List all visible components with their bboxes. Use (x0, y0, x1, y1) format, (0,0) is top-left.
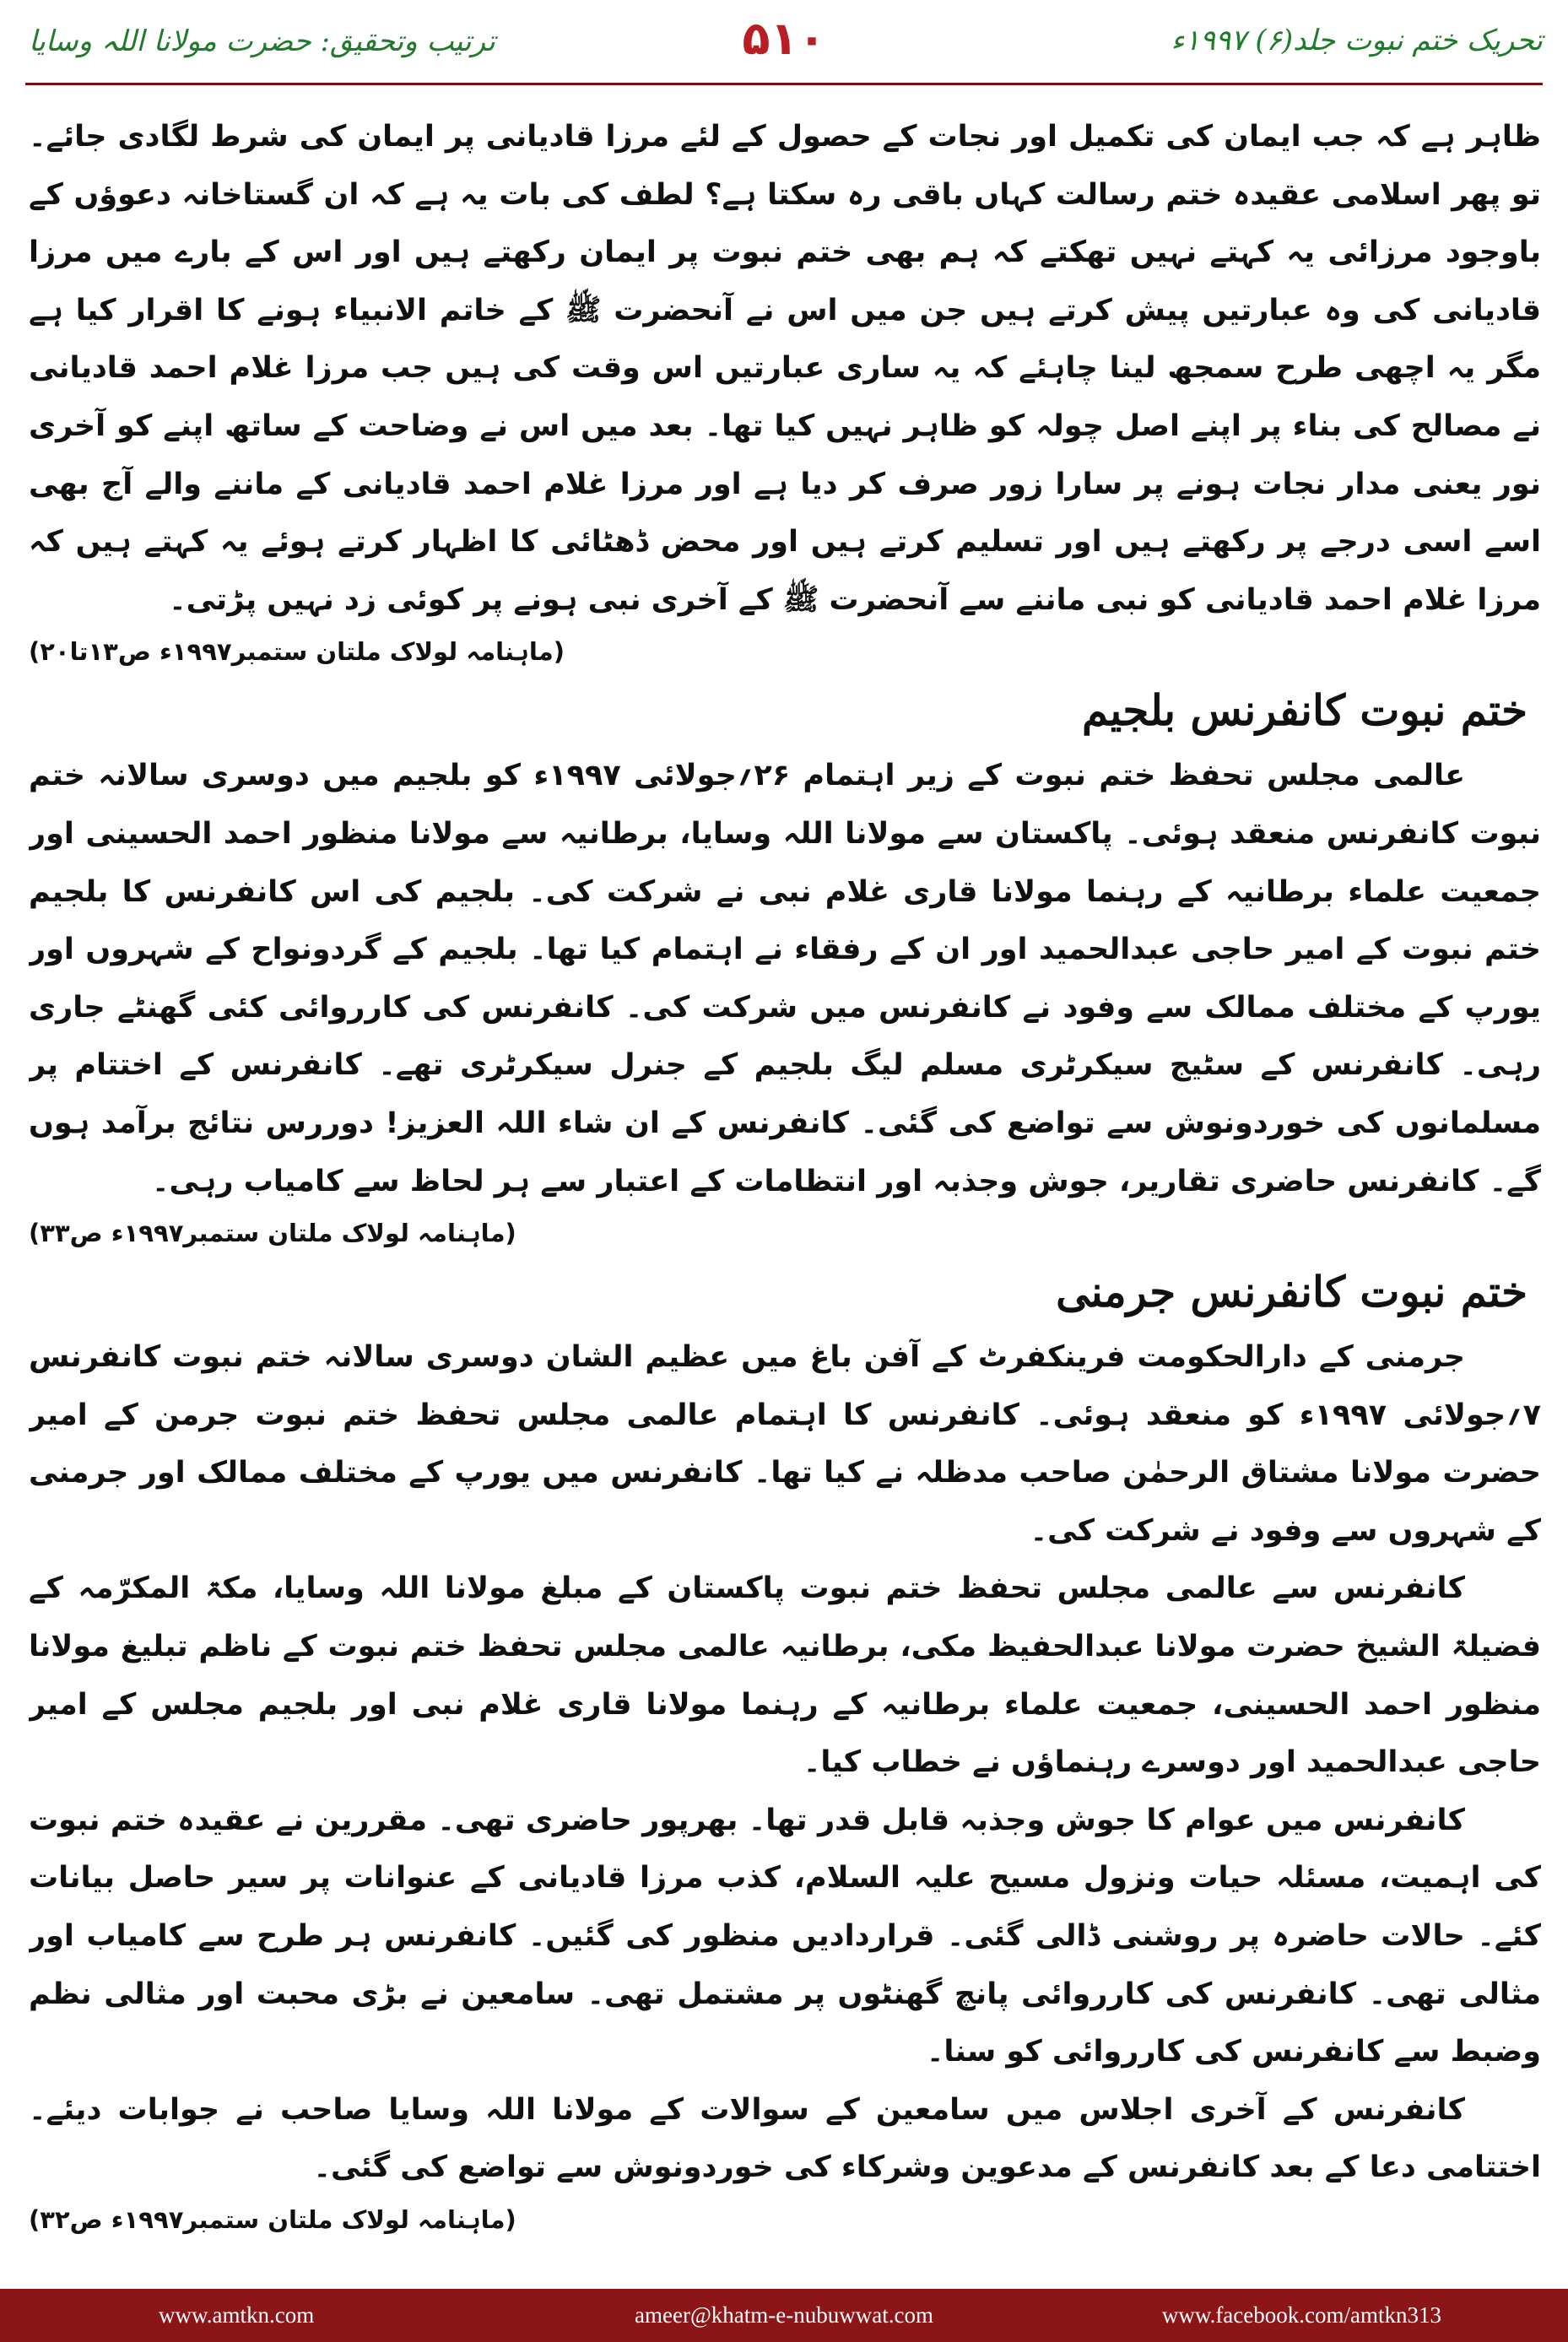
section-heading-belgium: ختم نبوت کانفرنس بلجیم (1081, 685, 1527, 736)
paragraph-germany-2: کانفرنس سے عالمی مجلس تحفظ ختم نبوت پاکستان کے مبلغ مولانا اللہ وسایا، مکۃ المکرّمہ کے فضیلۃ الشیخ حضرت مولانا عبدالحفیظ مکی، برطانیہ عالمی مجلس تحفظ ختم نبوت کے ناظم تبلیغ مولانا منظور احمد الحسینی، جمعیت علماء برطانیہ کے رہنما مولانا قاری غلام نبی اور بلجیم مجلس کے امیر حاجی عبدالحمید اور دوسرے رہنماؤں نے خطاب کیا۔ (29, 1571, 1541, 1780)
footer-email-link[interactable]: ameer@khatm-e-nubuwwat.com (635, 2302, 933, 2328)
page-content (29, 108, 1541, 2281)
citation-2: (ماہنامہ لولاک ملتان ستمبر۱۹۹۷ء ص۳۳) (29, 1219, 516, 1248)
footer-website-link[interactable]: www.amtkn.com (159, 2302, 315, 2328)
citation-1: (ماہنامہ لولاک ملتان ستمبر۱۹۹۷ء ص۱۳تا۲۰) (29, 637, 565, 667)
header-compiler: ترتیب وتحقیق: حضرت مولانا اللہ وسایا (29, 24, 495, 58)
page-header (0, 0, 1568, 81)
page-number: ۵۱۰ (742, 12, 826, 65)
paragraph-germany-4: کانفرنس کے آخری اجلاس میں سامعین کے سوالات کے مولانا اللہ وسایا صاحب نے جوابات دیئے۔ اختتامی دعا کے بعد کانفرنس کے مدعوین وشرکاء کی خوردونوش سے تواضع کی گئی۔ (29, 2092, 1541, 2185)
page-footer (0, 2289, 1568, 2342)
paragraph-belgium: عالمی مجلس تحفظ ختم نبوت کے زیر اہتمام ۲۶؍جولائی ۱۹۹۷ء کو بلجیم میں دوسری سالانہ ختم نبوت کانفرنس منعقد ہوئی۔ پاکستان سے مولانا اللہ وسایا، برطانیہ سے مولانا منظور احمد الحسینی اور جمعیت علماء برطانیہ کے رہنما مولانا قاری غلام نبی نے شرکت کی۔ بلجیم کی اس کانفرنس کا بلجیم ختم نبوت کے امیر حاجی عبدالحمید اور ان کے رفقاء نے اہتمام کیا تھا۔ بلجیم کے گردونواح کے شہروں اور یورپ کے مختلف ممالک سے وفود نے کانفرنس میں شرکت کی۔ کانفرنس کی کارروائی کئی گھنٹے جاری رہی۔ کانفرنس کے سٹیج سیکرٹری مسلم لیگ بلجیم کے جنرل سیکرٹری تھے۔ کانفرنس کے اختتام پر مسلمانوں کی خوردونوش سے تواضع کی گئی۔ کانفرنس کے ان شاء اللہ العزیز! دوررس نتائج برآمد ہوں گے۔ کانفرنس حاضری تقاریر، جوش وجذبہ اور انتظامات کے اعتبار سے ہر لحاظ سے کامیاب رہی۔ (29, 759, 1541, 1198)
citation-3: (ماہنامہ لولاک ملتان ستمبر۱۹۹۷ء ص۳۲) (29, 2205, 516, 2234)
header-divider (25, 83, 1543, 85)
paragraph-germany-1: جرمنی کے دارالحکومت فرینکفرٹ کے آفن باغ میں عظیم الشان دوسری سالانہ ختم نبوت کانفرنس ۷؍جولائی ۱۹۹۷ء کو منعقد ہوئی۔ کانفرنس کا اہتمام عالمی مجلس تحفظ ختم نبوت جرمن کے امیر حضرت مولانا مشتاق الرحمٰن صاحب مدظلہ نے کیا تھا۔ کانفرنس میں یورپ کے مختلف ممالک اور جرمنی کے شہروں سے وفود نے شرکت کی۔ (29, 1340, 1541, 1548)
header-book-title: تحریک ختم نبوت جلد(۶) ۱۹۹۷ء (1171, 24, 1543, 57)
paragraph-germany-3: کانفرنس میں عوام کا جوش وجذبہ قابل قدر تھا۔ بھرپور حاضری تھی۔ مقررین نے عقیدہ ختم نبوت کی اہمیت، مسئلہ حیات ونزول مسیح علیہ السلام، کذب مرزا قادیانی کے عنوانات پر سیر حاصل بیانات کئے۔ حالات حاضرہ پر روشنی ڈالی گئی۔ قراردادیں منظور کی گئیں۔ کانفرنس ہر طرح سے کامیاب اور مثالی تھی۔ کانفرنس کی کارروائی پانچ گھنٹوں پر مشتمل تھی۔ سامعین نے بڑی محبت اور مثالی نظم وضبط سے کانفرنس کی کارروائی کو سنا۔ (29, 1803, 1541, 2069)
section-heading-germany: ختم نبوت کانفرنس جرمنی (1056, 1267, 1527, 1317)
footer-facebook-link[interactable]: www.facebook.com/amtkn313 (1161, 2302, 1441, 2328)
paragraph-intro: ظاہر ہے کہ جب ایمان کی تکمیل اور نجات کے حصول کے لئے مرزا قادیانی پر ایمان کی شرط لگادی جائے۔ تو پھر اسلامی عقیدہ ختم رسالت کہاں باقی رہ سکتا ہے؟ لطف کی بات یہ ہے کہ ان گستاخانہ دعوؤں کے باوجود مرزائی یہ کہتے نہیں تھکتے کہ ہم بھی ختم نبوت پر ایمان رکھتے ہیں اور اس کے بارے میں مرزا قادیانی کی وہ عبارتیں پیش کرتے ہیں جن میں اس نے آنحضرت ﷺ کے خاتم الانبیاء ہونے کا اقرار کیا ہے مگر یہ اچھی طرح سمجھ لینا چاہئے کہ یہ ساری عبارتیں اس وقت کی ہیں جب مرزا غلام احمد قادیانی نے مصالح کی بناء پر اپنے اصل چولہ کو ظاہر نہیں کیا تھا۔ بعد میں اس نے وضاحت کے ساتھ اپنے کو آخری نور یعنی مدار نجات ہونے پر سارا زور صرف کر دیا ہے اور مرزا غلام احمد قادیانی کے ماننے والے آج بھی اسے اسی درجے پر رکھتے ہیں اور تسلیم کرتے ہیں اور محض ڈھٹائی کا اظہار کرتے ہوئے یہ کہتے ہیں کہ مرزا غلام احمد قادیانی کو نبی ماننے سے آنحضرت ﷺ کے آخری نبی ہونے پر کوئی زد نہیں پڑتی۔ (29, 120, 1541, 617)
